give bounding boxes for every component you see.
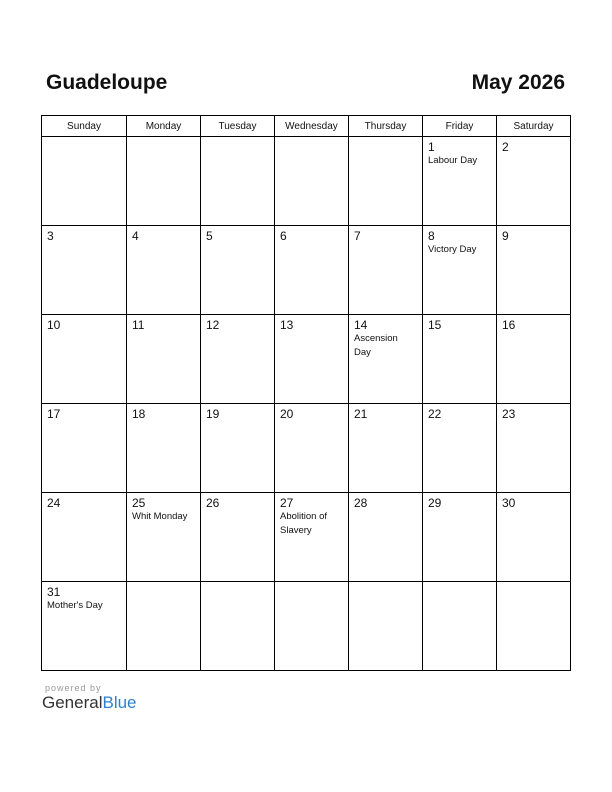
day-cell	[349, 137, 423, 226]
weekday-saturday: Saturday	[497, 116, 571, 137]
day-cell	[201, 493, 275, 582]
day-cell	[423, 226, 497, 315]
day-cell	[42, 226, 127, 315]
day-cell	[349, 582, 423, 671]
weekday-monday: Monday	[127, 116, 201, 137]
day-cell	[423, 404, 497, 493]
day-number: 22	[428, 407, 442, 421]
day-cell	[42, 404, 127, 493]
brand-blue: Blue	[102, 693, 137, 712]
day-number: 3	[47, 229, 54, 243]
day-number: 9	[502, 229, 509, 243]
day-cell	[42, 137, 127, 226]
brand-general: General	[42, 693, 103, 712]
day-number: 25	[132, 496, 146, 510]
day-cell	[42, 582, 127, 671]
day-number: 10	[47, 318, 61, 332]
day-cell	[349, 315, 423, 404]
day-cell	[275, 226, 349, 315]
day-cell	[275, 493, 349, 582]
day-number: 23	[502, 407, 516, 421]
week-row	[42, 582, 571, 671]
weekday-friday: Friday	[423, 116, 497, 137]
day-number: 20	[280, 407, 294, 421]
day-cell	[201, 315, 275, 404]
day-cell	[423, 137, 497, 226]
day-number: 19	[206, 407, 220, 421]
day-number: 27	[280, 496, 294, 510]
holiday-label: Ascension Day	[354, 333, 398, 358]
day-cell	[42, 315, 127, 404]
day-cell	[497, 493, 571, 582]
day-cell	[127, 493, 201, 582]
weekday-header-row	[42, 116, 571, 137]
day-cell	[275, 315, 349, 404]
day-cell	[497, 226, 571, 315]
day-number: 8	[428, 229, 435, 243]
calendar-grid	[41, 115, 571, 671]
day-cell	[201, 226, 275, 315]
weekday-sunday: Sunday	[42, 116, 127, 137]
day-cell	[201, 137, 275, 226]
day-cell	[349, 226, 423, 315]
day-number: 2	[502, 140, 509, 154]
day-cell	[275, 404, 349, 493]
day-number: 24	[47, 496, 61, 510]
day-number: 12	[206, 318, 220, 332]
day-number: 7	[354, 229, 361, 243]
day-number: 29	[428, 496, 442, 510]
holiday-label: Abolition of Slavery	[280, 511, 328, 536]
day-cell	[497, 315, 571, 404]
day-cell	[349, 493, 423, 582]
weekday-tuesday: Tuesday	[201, 116, 275, 137]
generalblue-logo[interactable]	[42, 693, 137, 713]
day-number: 17	[47, 407, 61, 421]
week-row	[42, 137, 571, 226]
day-cell	[497, 137, 571, 226]
holiday-label: Victory Day	[428, 244, 477, 255]
day-cell	[275, 137, 349, 226]
day-cell	[423, 493, 497, 582]
weekday-thursday: Thursday	[349, 116, 423, 137]
day-number: 16	[502, 318, 516, 332]
day-cell	[127, 315, 201, 404]
day-number: 5	[206, 229, 213, 243]
day-number: 1	[428, 140, 435, 154]
day-cell	[127, 137, 201, 226]
week-row	[42, 226, 571, 315]
day-number: 15	[428, 318, 442, 332]
day-number: 31	[47, 585, 61, 599]
day-cell	[275, 582, 349, 671]
day-cell	[127, 582, 201, 671]
day-number: 26	[206, 496, 220, 510]
day-number: 14	[354, 318, 368, 332]
day-number: 21	[354, 407, 368, 421]
holiday-label: Mother's Day	[47, 600, 103, 611]
day-number: 6	[280, 229, 287, 243]
day-cell	[423, 315, 497, 404]
month-title: May 2026	[471, 71, 565, 94]
day-cell	[42, 493, 127, 582]
day-number: 13	[280, 318, 294, 332]
day-cell	[127, 404, 201, 493]
powered-by-text: powered by	[45, 683, 102, 693]
day-cell	[423, 582, 497, 671]
day-number: 18	[132, 407, 146, 421]
weekday-wednesday: Wednesday	[275, 116, 349, 137]
day-number: 30	[502, 496, 516, 510]
day-cell	[127, 226, 201, 315]
region-title: Guadeloupe	[46, 71, 168, 94]
day-number: 4	[132, 229, 139, 243]
day-cell	[201, 582, 275, 671]
week-row	[42, 315, 571, 404]
day-number: 11	[132, 318, 145, 332]
week-row	[42, 493, 571, 582]
day-cell	[497, 404, 571, 493]
holiday-label: Whit Monday	[132, 511, 188, 522]
day-cell	[497, 582, 571, 671]
week-row	[42, 404, 571, 493]
holiday-label: Labour Day	[428, 155, 478, 166]
day-cell	[349, 404, 423, 493]
day-cell	[201, 404, 275, 493]
day-number: 28	[354, 496, 368, 510]
